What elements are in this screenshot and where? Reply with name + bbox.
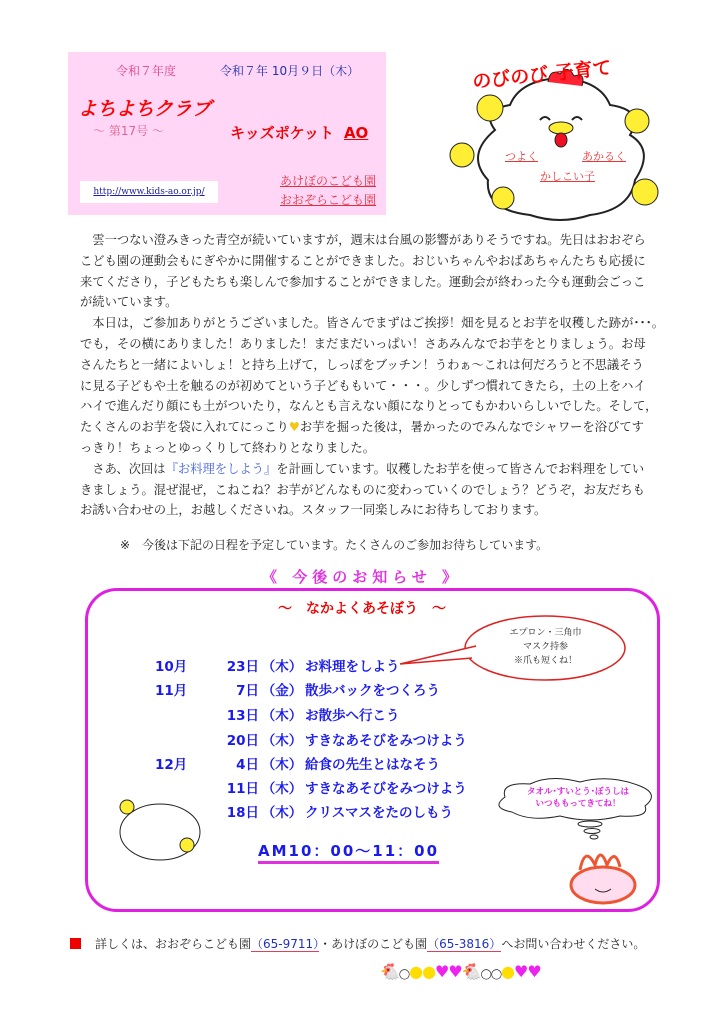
- schedule-month: 12月: [155, 757, 188, 773]
- bubble-line: ※爪も短くね！: [513, 656, 577, 666]
- paragraph-line: ハイで進んだり顔にも土がついたり，なんとも言えない顔になりとってもかわいらしいでした。そして，: [80, 399, 658, 414]
- footer-text: 詳しくは、おおぞらこども園: [95, 937, 252, 951]
- schedule-row: [155, 753, 440, 775]
- schedule-row: [155, 679, 440, 701]
- motto-smart: かしこい子: [540, 170, 595, 183]
- decorative-border-icons: [380, 962, 541, 981]
- notice-title: 《 今後のお知らせ 》: [262, 568, 462, 586]
- tulip-icon: ♥♥: [514, 962, 541, 981]
- paragraph-line: [80, 459, 690, 480]
- schedule-weekday: （木）: [261, 733, 303, 749]
- hen-icon: 🐔: [380, 962, 399, 981]
- schedule-day: 18日: [226, 805, 259, 821]
- schedule-weekday: （木）: [261, 659, 303, 675]
- heart-icon: ♥: [288, 420, 300, 435]
- program-name: [230, 122, 368, 143]
- mascot-illustration: [440, 40, 685, 230]
- mascot-title: のびのび 子育て: [471, 56, 613, 94]
- schedule-event: すきなあそびをみつけよう: [305, 781, 467, 797]
- paragraph-line: が続いています。: [80, 295, 178, 310]
- schedule-day: 23日: [226, 659, 259, 675]
- footer-text: へお問い合わせください。: [501, 937, 646, 951]
- paragraph-line: こども園の運動会もにぎやかに開催することができました。おじいちゃんやおばあちゃんたちも応援に: [80, 253, 646, 268]
- footer-text: ・あけぼのこども園: [319, 937, 428, 951]
- schedule-row: [155, 704, 400, 726]
- schedule-month: 10月: [155, 659, 188, 675]
- paragraph-line: お誘い合わせの上，お越しくださいね。スタッフ一同楽しみにお待ちしております。: [80, 503, 547, 518]
- paragraph-line: に見る子どもや土を触るのが初めてという子どももいて・・・。少しずつ慣れてきたら，土の上をハイ: [80, 378, 646, 393]
- text: たくさんのお芋を袋に入れてにっこり: [80, 420, 289, 435]
- schedule-weekday: （木）: [261, 805, 303, 821]
- egg-with-chicks-icon: [115, 795, 215, 865]
- fiscal-year: 令和７年度: [116, 64, 177, 78]
- program-label: キッズポケット: [230, 124, 334, 142]
- paragraph-line: きましょう。混ぜ混ぜ，こねこね？お芋がどんなものに変わっていくのでしょう？どうぞ，お友だちも: [80, 482, 645, 497]
- text: お芋を掘った後は，暑かったのでみんなでシャワーを浴びてす: [299, 420, 644, 435]
- schedule-event: 散歩バックをつくろう: [305, 683, 440, 699]
- club-name: よちよちクラブ: [78, 98, 212, 120]
- notice-subtitle: ～ なかよくあそぼう ～: [278, 601, 446, 617]
- schedule-month: 11月: [155, 683, 188, 699]
- paragraph-line: [80, 417, 690, 438]
- schedule-row: [155, 729, 467, 751]
- cloud-line: いつももってきてね！: [535, 799, 621, 809]
- schedule-day: 20日: [226, 733, 259, 749]
- schedule-weekday: （金）: [261, 683, 303, 699]
- issue-date: 令和７年 10月９日（木）: [220, 64, 360, 78]
- schedule-event: お散歩へ行こう: [305, 708, 400, 724]
- hen-icon: 🐔: [461, 962, 481, 981]
- paragraph-line: さんたちと一緒によいしょ！と持ち上げて，しっぽをブッチン！うわぁ～これは何だろうと不思議そう: [80, 357, 644, 372]
- schedule-day: 13日: [226, 708, 259, 724]
- contact-footer: [70, 935, 645, 952]
- text: さあ、次回は: [80, 461, 166, 476]
- event-time: AM10：00～11：00: [258, 840, 439, 864]
- schedule-weekday: （木）: [261, 708, 303, 724]
- schedule-note: ※ 今後は下記の日程を予定しています。たくさんのご参加お待ちしています。: [120, 538, 549, 552]
- rabbit-icon: [565, 845, 645, 905]
- schedule-row: [155, 655, 400, 677]
- bubble-line: マスク持参: [522, 642, 568, 652]
- cloud-text: [508, 786, 648, 810]
- schedule-event: すきなあそびをみつけよう: [305, 733, 467, 749]
- website-link[interactable]: http://www.kids-ao.or.jp/: [80, 181, 218, 203]
- bubble-line: エプロン・三角巾: [509, 628, 582, 638]
- tulip-icon: ♥♥: [435, 962, 462, 981]
- program-code: AO: [343, 124, 369, 142]
- schedule-event: お料理をしよう: [305, 659, 400, 675]
- paragraph-line: でも，その横にありました！ありました！まだまだいっぱい！さあみんなでお芋をとりましょう。お母: [80, 336, 646, 351]
- cloud-line: タオル･すいとう･ぼうしは: [526, 787, 629, 797]
- egg-icon: ◯: [398, 969, 410, 980]
- chick-icon: ●●: [409, 962, 436, 981]
- school-link-akebono[interactable]: あけぼのこども園: [279, 174, 376, 188]
- paragraph-line: 雲一つない澄みきった青空が続いていますが，週末は台風の影響がありそうですね。先日はおおぞら: [80, 233, 646, 247]
- motto-bright: あかるく: [582, 150, 626, 163]
- article-body: [80, 230, 690, 521]
- phone-akebono[interactable]: （65-3816）: [427, 937, 502, 951]
- chick-icon: ●: [501, 962, 515, 981]
- text: を計画しています。収穫したお芋を使って皆さんでお料理をしてい: [276, 461, 645, 476]
- phone-oozora[interactable]: （65-9711）: [251, 937, 320, 951]
- schedule-day: 7日: [236, 683, 259, 699]
- paragraph-line: 来てくださり，子どもたちも楽しんで参加することができました。運動会が終わった今も運動会ごっこ: [80, 274, 646, 289]
- school-link-oozora[interactable]: おおぞらこども園: [279, 193, 376, 207]
- bubble-text: [478, 626, 613, 668]
- bullet-square-icon: [70, 938, 81, 949]
- next-event-name: 『お料理をしよう』: [165, 461, 277, 476]
- egg-icon: ◯◯: [480, 969, 502, 980]
- paragraph-line: っきり！ちょっとゆっくりして終わりとなりました。: [80, 440, 376, 455]
- schedule-weekday: （木）: [261, 781, 303, 797]
- schedule-event: 給食の先生とはなそう: [305, 757, 440, 773]
- schedule-weekday: （木）: [261, 757, 303, 773]
- schedule-day: 4日: [236, 757, 259, 773]
- schedule-event: クリスマスをたのしもう: [305, 805, 453, 821]
- issue-number: ～ 第17号 ～: [93, 124, 164, 138]
- motto-strong: つよく: [505, 150, 538, 163]
- paragraph-line: 本日は，ご参加ありがとうございました。皆さんでまずはご挨拶！畑を見るとお芋を収穫した跡が･･･。: [80, 316, 665, 331]
- newsletter-header: [68, 52, 386, 215]
- schedule-day: 11日: [226, 781, 259, 797]
